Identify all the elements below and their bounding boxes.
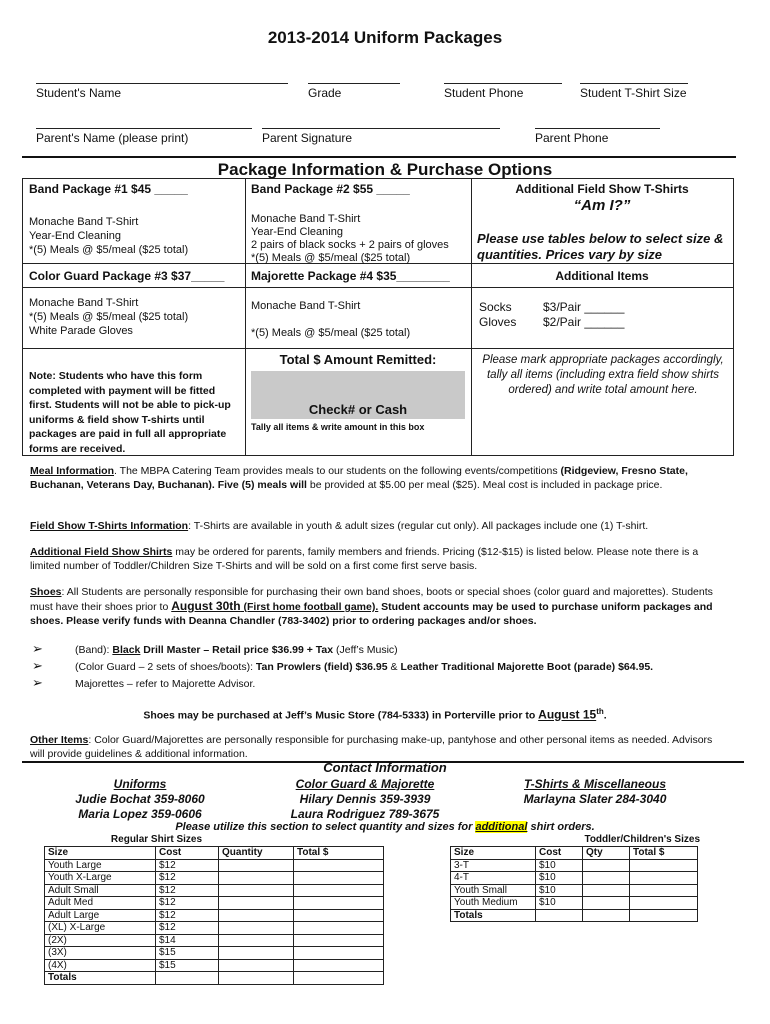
tshirt-size-line[interactable]: [580, 83, 688, 84]
contact-color-guard: Color Guard & Majorette Hilary Dennis 359-3939 Laura Rodriguez 789-3675: [290, 777, 440, 821]
table-row: Youth Medium $10: [451, 897, 698, 910]
regular-sizes-table: [44, 846, 384, 985]
parent-name-line[interactable]: [36, 128, 252, 129]
gloves-price[interactable]: $2/Pair ______: [543, 315, 625, 329]
page-title: 2013-2014 Uniform Packages: [267, 28, 503, 47]
total-remitted-label: Total $ Amount Remitted:: [279, 352, 437, 367]
table-header: Qty: [583, 847, 630, 860]
utilize-note: Please utilize this section to select quantity and sizes for additional shirt orders.: [175, 821, 595, 833]
table-header: Quantity: [219, 847, 294, 860]
student-phone-label: Student Phone: [444, 86, 524, 100]
tshirt-size-label: Student T-Shirt Size: [580, 86, 687, 100]
band-package-1-title[interactable]: Band Package #1 $45 _____: [29, 182, 188, 196]
parent-phone-label: Parent Phone: [535, 131, 609, 145]
table-row: Adult Large $12: [45, 909, 384, 922]
table-row: Youth Large $12: [45, 859, 384, 872]
pkg2-item: Monache Band T-Shirt: [251, 213, 361, 225]
parent-signature-line[interactable]: [262, 128, 500, 129]
table-row: 4-T $10: [451, 872, 698, 885]
table-row: Adult Med $12: [45, 897, 384, 910]
band-shoes: (Band): Black Drill Master – Retail price $36.99 + Tax (Jeff’s Music): [75, 644, 398, 656]
toddler-sizes-title: Toddler/Children's Sizes: [584, 834, 700, 845]
field-show-note: Please use tables below to select size & quantities. Prices vary by size: [477, 231, 724, 262]
arrow-bullet-icon: ➢: [32, 641, 43, 656]
field-show-subtitle: “Am I?”: [573, 197, 631, 214]
band-package-2-title[interactable]: Band Package #2 $55 _____: [251, 182, 410, 196]
student-phone-line[interactable]: [444, 83, 562, 84]
pkg3-item: Monache Band T-Shirt: [29, 297, 139, 309]
additional-shirts-info: Additional Field Show Shirts may be ordered for parents, family members and friends. Pricing ($12-$15) is listed below. Please note there is a limited number of Toddler/Children Size T-Shirts and will be sold on a first come first serve basis.: [30, 546, 699, 572]
pkg2-item: Year-End Cleaning: [251, 226, 343, 238]
check-or-cash: Check# or Cash: [308, 402, 408, 417]
pkg2-item: *(5) Meals @ $5/meal ($25 total): [251, 252, 411, 264]
table-row: (4X) $15: [45, 959, 384, 972]
majorette-shoes: Majorettes – refer to Majorette Advisor.: [75, 678, 256, 690]
contact-title: Contact Information: [323, 760, 447, 775]
other-items-info: Other Items: Color Guard/Majorettes are personally responsible for purchasing make-up, pantyhose and other personal items as needed. Advisors will provide guidelines & additional information.: [30, 734, 713, 760]
parent-phone-line[interactable]: [535, 128, 660, 129]
additional-items-title: Additional Items: [555, 269, 649, 283]
table-row: (2X) $14: [45, 934, 384, 947]
color-guard-shoes: (Color Guard – 2 sets of shoes/boots): Tan Prowlers (field) $36.95 & Leather Traditional Majorette Boot (parade) $64.95.: [75, 661, 654, 673]
table-row: Totals: [45, 972, 384, 985]
pkg3-item: *(5) Meals @ $5/meal ($25 total): [29, 311, 189, 323]
students-note: Note: Students who have this form completed with payment will be fitted first. Students will not be able to pick-up uniforms & field show T-shirts until packages are paid in full all appropriate forms are received.: [29, 370, 231, 455]
table-header: Size: [451, 847, 536, 860]
majorette-package-title[interactable]: Majorette Package #4 $35________: [251, 269, 450, 283]
table-row: Totals: [451, 909, 698, 922]
socks-price[interactable]: $3/Pair ______: [543, 300, 625, 314]
section-heading: Package Information & Purchase Options: [217, 160, 553, 179]
grade-line[interactable]: [308, 83, 400, 84]
table-row: (3X) $15: [45, 947, 384, 960]
gloves-label: Gloves: [479, 315, 517, 329]
pkg1-item: Monache Band T-Shirt: [29, 216, 139, 228]
color-guard-package-title[interactable]: Color Guard Package #3 $37_____: [29, 269, 225, 283]
toddler-sizes-table: [450, 846, 698, 922]
shoes-info: Shoes: All Students are personally responsible for purchasing their own band shoes, boots or special shoes (color guard and majorettes). Students must have their shoes prior to August 30th (First home football game). Student accounts may be used to purchase uniform packages and shoes. Please verify funds with Deanna Chandler (783-3402) prior to ordering packages and/or shoes.: [30, 586, 713, 627]
table-header: Total $: [630, 847, 698, 860]
table-row: Adult Small $12: [45, 884, 384, 897]
student-name-line[interactable]: [36, 83, 288, 84]
arrow-bullet-icon: ➢: [32, 675, 43, 690]
contact-uniforms: Uniforms Judie Bochat 359-8060 Maria Lopez 359-0606: [75, 777, 205, 821]
mark-note: Please mark appropriate packages accordingly, tally all items (including extra field show shirts ordered) and write total amount here.: [482, 354, 724, 396]
pkg4-item: *(5) Meals @ $5/meal ($25 total): [251, 327, 411, 339]
tally-note: Tally all items & write amount in this box: [251, 422, 425, 432]
contact-tshirts: T-Shirts & Miscellaneous Marlayna Slater 284-3040: [523, 777, 667, 806]
divider: [22, 156, 736, 158]
pkg3-item: White Parade Gloves: [29, 325, 133, 337]
meal-info: Meal Information. The MBPA Catering Team provides meals to our students on the following events/competitions (Ridgeview, Fresno State, Buchanan, Veterans Day, Buchanan). Five (5) meals will be provided at $5.00 per meal ($25). Meal cost is included in package price.: [30, 465, 688, 491]
pkg1-item: Year-End Cleaning: [29, 230, 121, 242]
package-grid: [22, 178, 734, 456]
grade-label: Grade: [308, 86, 342, 100]
table-header: Cost: [536, 847, 583, 860]
jeffs-note: Shoes may be purchased at Jeff’s Music Store (784-5333) in Porterville prior to August 15th.: [143, 707, 607, 722]
table-header: Size: [45, 847, 156, 860]
parent-signature-label: Parent Signature: [262, 131, 353, 145]
table-header: Total $: [294, 847, 384, 860]
table-header: Cost: [156, 847, 219, 860]
socks-label: Socks: [479, 300, 512, 314]
table-row: (XL) X-Large $12: [45, 922, 384, 935]
table-row: Youth Small $10: [451, 884, 698, 897]
field-show-title: Additional Field Show T-Shirts: [515, 182, 689, 196]
student-name-label: Student's Name: [36, 86, 122, 100]
table-row: Youth X-Large $12: [45, 872, 384, 885]
table-row: 3-T $10: [451, 859, 698, 872]
parent-name-label: Parent's Name (please print): [36, 131, 189, 145]
pkg1-item: *(5) Meals @ $5/meal ($25 total): [29, 244, 189, 256]
field-show-info: Field Show T-Shirts Information: T-Shirts are available in youth & adult sizes (regular cut only). All packages include one (1) T-shirt.: [30, 520, 649, 532]
arrow-bullet-icon: ➢: [32, 658, 43, 673]
pkg4-item: Monache Band T-Shirt: [251, 300, 361, 312]
regular-sizes-title: Regular Shirt Sizes: [110, 834, 203, 845]
pkg2-item: 2 pairs of black socks + 2 pairs of gloves: [251, 239, 449, 251]
